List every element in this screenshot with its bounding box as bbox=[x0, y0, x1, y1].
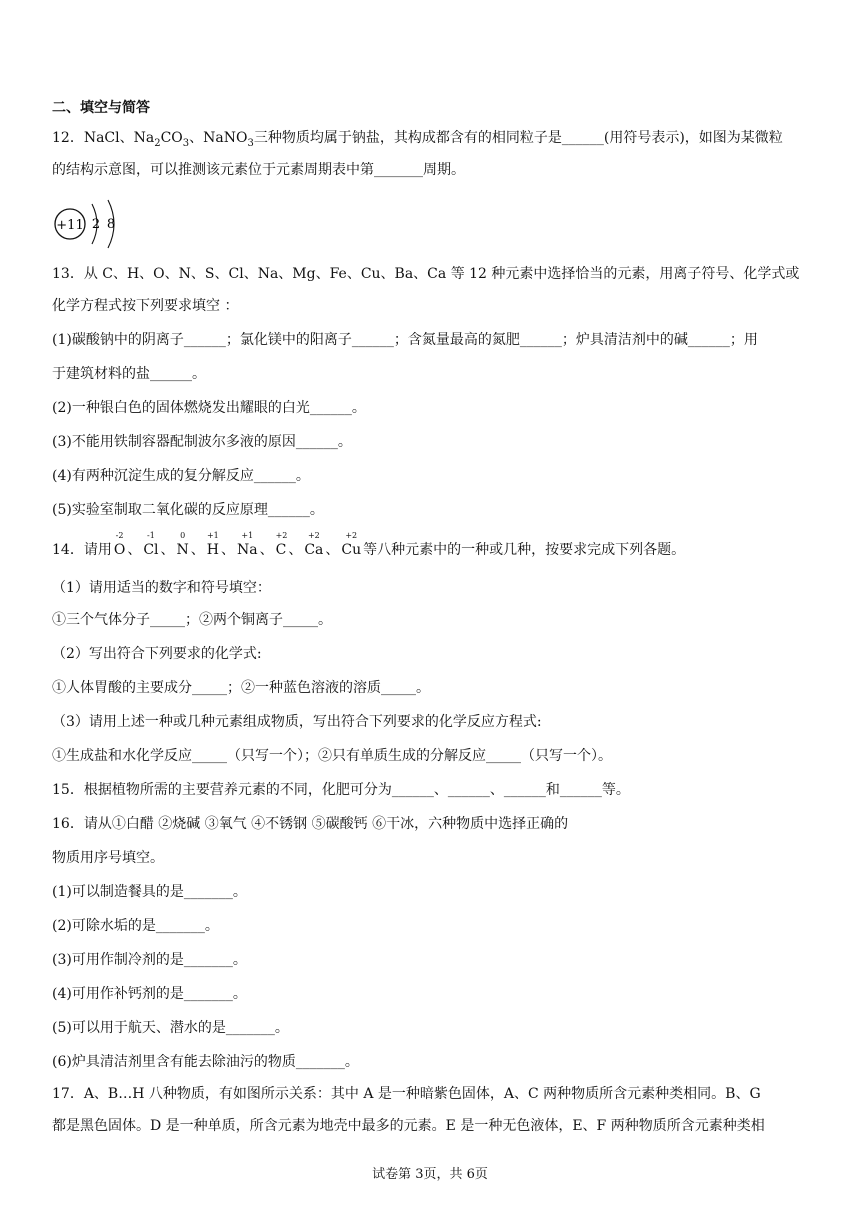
q16-line-5: (3)可用作制冷剂的是_______。 bbox=[52, 952, 247, 968]
separator: 、 bbox=[288, 542, 303, 558]
element-letter: H bbox=[206, 542, 219, 558]
element-letter: Cu bbox=[341, 542, 362, 558]
q16-line-8: (6)炉具清洁剂里含有能去除油污的物质_______。 bbox=[52, 1054, 359, 1070]
valence-mark: +2 bbox=[307, 531, 320, 540]
valence-mark: +2 bbox=[275, 531, 288, 540]
shell-2-electrons: 8 bbox=[106, 217, 116, 232]
q17-line-1: 17．A、B…H 八种物质，有如图所示关系：其中 A 是一种暗紫色固体，A、C 两种物质所含元素种类相同。B、G bbox=[52, 1086, 761, 1102]
element-letter: N bbox=[176, 542, 189, 558]
q16-line-1: 16．请从①白醋 ②烧碱 ③氧气 ④不锈钢 ⑤碳酸钙 ⑥干冰，六种物质中选择正确的 bbox=[52, 816, 569, 832]
q14-line-5: ①人体胃酸的主要成分_____；②一种蓝色溶液的溶质_____。 bbox=[52, 680, 430, 696]
valence-mark: -1 bbox=[147, 531, 155, 540]
valence-mark: -2 bbox=[115, 531, 124, 540]
separator: 、 bbox=[259, 542, 274, 558]
q14-line-7: ①生成盐和水化学反应_____（只写一个）；②只有单质生成的分解反应_____（只写一个）。 bbox=[52, 748, 612, 764]
q16-line-6: (4)可用作补钙剂的是_______。 bbox=[52, 986, 247, 1002]
separator: 、 bbox=[220, 542, 235, 558]
q13-line-8: (5)实验室制取二氧化碳的反应原理______。 bbox=[52, 502, 324, 518]
q14-line-4: （2）写出符合下列要求的化学式: bbox=[52, 646, 262, 662]
element-letter: Ca bbox=[304, 542, 324, 558]
q14-line-6: （3）请用上述一种或几种元素组成物质，写出符合下列要求的化学反应方程式: bbox=[52, 714, 542, 730]
nucleus-charge: +11 bbox=[56, 218, 84, 233]
q13-line-7: (4)有两种沉淀生成的复分解反应______。 bbox=[52, 468, 310, 484]
q13-line-3: (1)碳酸钠中的阴离子______；氯化镁中的阳离子______；含氮量最高的氮肥______；炉具清洁剂中的碱______；用 bbox=[52, 332, 758, 348]
q12-line-2: 的结构示意图，可以推测该元素位于元素周期表中第_______周期。 bbox=[52, 162, 465, 178]
separator: 、 bbox=[325, 542, 340, 558]
shell-1-electrons: 2 bbox=[91, 217, 101, 232]
element-symbol bbox=[114, 532, 125, 560]
separator: 、 bbox=[127, 542, 142, 558]
q15-line-1: 15．根据植物所需的主要营养元素的不同，化肥可分为______、______、______和______等。 bbox=[52, 782, 630, 798]
element-symbol bbox=[341, 532, 361, 560]
element-symbol bbox=[276, 532, 287, 560]
element-letter: Cl bbox=[143, 542, 159, 558]
valence-mark: +1 bbox=[241, 531, 254, 540]
element-letter: Na bbox=[236, 542, 258, 558]
q14-element-list bbox=[112, 531, 363, 558]
q16-line-4: (2)可除水垢的是_______。 bbox=[52, 918, 219, 934]
element-symbol bbox=[143, 532, 158, 560]
valence-mark: +2 bbox=[345, 531, 358, 540]
element-letter: C bbox=[275, 542, 287, 558]
element-letter: O bbox=[113, 542, 126, 558]
element-symbol bbox=[304, 532, 323, 560]
q13-line-4: 于建筑材料的盐______。 bbox=[52, 366, 206, 382]
q14-line-2: （1）请用适当的数字和符号填空： bbox=[52, 580, 271, 596]
atom-structure-diagram bbox=[52, 196, 132, 252]
valence-mark: +1 bbox=[206, 531, 219, 540]
q13-line-6: (3)不能用铁制容器配制波尔多液的原因______。 bbox=[52, 434, 352, 450]
q17-line-2: 都是黑色固体。D 是一种单质，所含元素为地壳中最多的元素。E 是一种无色液体，E、F 两种物质所含元素种类相 bbox=[52, 1118, 765, 1134]
separator: 、 bbox=[190, 542, 205, 558]
q13-line-5: (2)一种银白色的固体燃烧发出耀眼的白光______。 bbox=[52, 400, 366, 416]
q14-line-3: ①三个气体分子_____；②两个铜离子_____。 bbox=[52, 612, 332, 628]
q16-line-2: 物质用序号填空。 bbox=[52, 850, 164, 866]
q13-line-2: 化学方程式按下列要求填空 ： bbox=[52, 298, 239, 314]
q16-line-7: (5)可以用于航天、潜水的是_______。 bbox=[52, 1020, 289, 1036]
q12-line-1: 12．NaCl、$Na_2CO_3$、NaNO$_3$三种物质均属于钠盐，其构成都含有的相同粒子是______(用符号表示)，如图为某微粒 bbox=[52, 130, 783, 149]
q13-line-1: 13．从 C、H、O、N、S、Cl、Na、Mg、Fe、Cu、Ba、Ca 等 12 种元素中选择恰当的元素，用离子符号、化学式或 bbox=[52, 266, 800, 282]
section-title: 二、填空与简答 bbox=[52, 100, 150, 116]
element-symbol bbox=[207, 532, 219, 560]
q14-line-1: 14．请用 -2 O 、 -1 Cl 、 0 N 、 +1 H 、 +1 Na 、 +2 C 、 +2 Ca 、 +2 Cu 等八种元素中的一种或几种，按要求完成下列各题。 bbox=[52, 531, 686, 558]
page-footer: 试卷第 3页，共 6页 bbox=[372, 1167, 488, 1182]
valence-mark: 0 bbox=[180, 531, 186, 540]
element-symbol bbox=[177, 532, 189, 560]
q16-line-3: (1)可以制造餐具的是_______。 bbox=[52, 884, 247, 900]
separator: 、 bbox=[160, 542, 175, 558]
element-symbol bbox=[237, 532, 258, 560]
